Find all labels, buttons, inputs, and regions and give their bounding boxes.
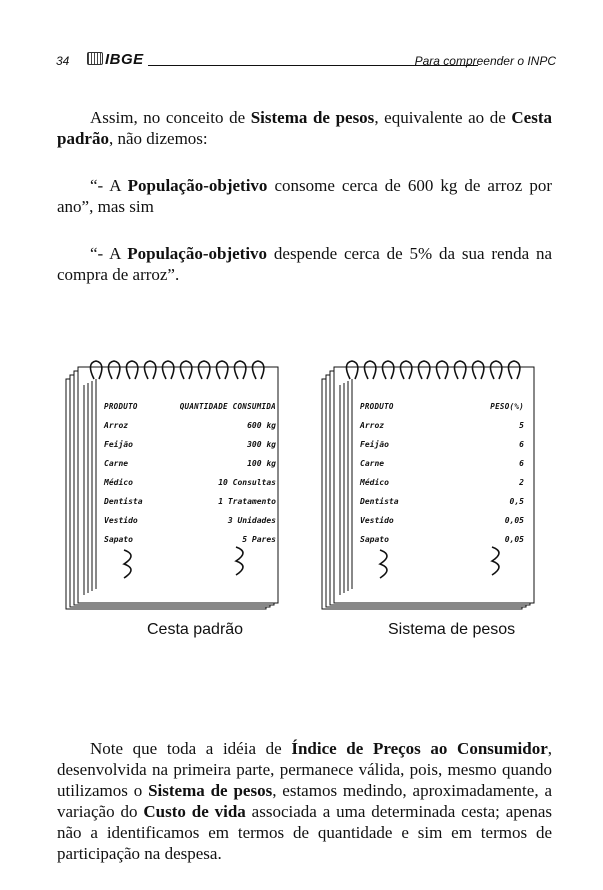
table-header — [104, 397, 276, 416]
row-item: Dentista — [360, 497, 399, 506]
header-weight: PESO(%) — [490, 402, 524, 411]
row-value: 6 — [519, 440, 524, 449]
bold-term: Sistema de pesos — [148, 781, 273, 800]
paragraph-2 — [57, 175, 552, 217]
row-item: Sapato — [104, 535, 133, 544]
bold-term: População-objetivo — [127, 244, 268, 263]
table-row — [360, 473, 532, 492]
caption-cesta-padrao: Cesta padrão — [147, 621, 244, 638]
header-product: PRODUTO — [104, 402, 138, 411]
notepad-sistema-de-pesos — [316, 345, 536, 615]
row-value: 6 — [519, 459, 524, 468]
page-number: 34 — [56, 54, 70, 68]
row-value: 100 kg — [247, 459, 276, 468]
text: , estamos medindo, aproximadamente, a variação do — [57, 781, 552, 821]
paragraph-3 — [57, 243, 552, 285]
row-item: Carne — [360, 459, 385, 468]
row-item: Dentista — [104, 497, 143, 506]
bold-term: População-objetivo — [127, 176, 268, 195]
text: Note que toda a idéia de — [90, 739, 292, 758]
table-row — [360, 511, 532, 530]
text: associada a uma determinada cesta; apenas não a identificamos em termos de quantidade e sim em termos de participação na despesa. — [57, 802, 552, 863]
table-header — [360, 397, 532, 416]
row-value: 0,5 — [509, 497, 524, 506]
table-row — [360, 530, 532, 549]
table-row — [104, 435, 276, 454]
row-value: 600 kg — [247, 421, 276, 430]
table-row — [104, 473, 276, 492]
row-value: 5 — [519, 421, 524, 430]
table-row — [360, 454, 532, 473]
running-title: Para compreender o INPC — [414, 54, 556, 68]
bold-term: Sistema de pesos — [250, 108, 375, 127]
row-item: Médico — [360, 478, 389, 487]
table-row — [360, 492, 532, 511]
bold-term: Cesta padrão — [57, 108, 552, 148]
row-value: 0,05 — [504, 535, 524, 544]
row-item: Vestido — [104, 516, 138, 525]
paragraph-1 — [57, 107, 552, 149]
weights-table — [360, 397, 532, 549]
row-item: Feijão — [104, 440, 133, 449]
row-item: Médico — [104, 478, 133, 487]
row-item: Carne — [104, 459, 129, 468]
row-value: 0,05 — [504, 516, 524, 525]
row-item: Sapato — [360, 535, 389, 544]
text: , desenvolvida na primeira parte, permanece válida, pois, mesmo quando utilizamos o — [57, 739, 552, 800]
page-header — [56, 50, 556, 74]
text: , não dizemos: — [108, 129, 208, 148]
text: “- A — [90, 176, 128, 195]
paragraph-4 — [57, 738, 552, 864]
text: Assim, no conceito de — [90, 108, 251, 127]
text: despende cerca de 5% da sua renda na compra de arroz”. — [57, 244, 553, 284]
quantity-table — [104, 397, 276, 549]
table-row — [360, 416, 532, 435]
row-item: Feijão — [360, 440, 389, 449]
row-value: 10 Consultas — [218, 478, 276, 487]
row-value: 5 Pares — [242, 535, 276, 544]
table-row — [104, 492, 276, 511]
row-value: 3 Unidades — [227, 516, 276, 525]
header-quantity: QUANTIDADE CONSUMIDA — [179, 402, 276, 411]
text: “- A — [90, 244, 128, 263]
row-value: 2 — [519, 478, 524, 487]
row-item: Arroz — [360, 421, 385, 430]
row-item: Arroz — [104, 421, 129, 430]
table-row — [104, 416, 276, 435]
table-row — [104, 530, 276, 549]
row-value: 1 Tratamento — [218, 497, 276, 506]
row-item: Vestido — [360, 516, 394, 525]
header-product: PRODUTO — [360, 402, 394, 411]
text: consome cerca de 600 kg de arroz por ano”, mas sim — [57, 176, 553, 216]
table-row — [104, 454, 276, 473]
ibge-logo-icon — [87, 52, 103, 65]
notepad-cesta-padrao — [60, 345, 280, 615]
table-row — [360, 435, 532, 454]
caption-sistema-de-pesos: Sistema de pesos — [388, 621, 516, 638]
table-row — [104, 511, 276, 530]
ibge-logo — [87, 51, 144, 68]
text: , equivalente ao de — [374, 108, 512, 127]
row-value: 300 kg — [247, 440, 276, 449]
bold-term: Custo de vida — [143, 802, 246, 821]
bold-term: Índice de Preços ao Consumidor — [291, 739, 548, 758]
logo-text: IBGE — [105, 51, 144, 68]
